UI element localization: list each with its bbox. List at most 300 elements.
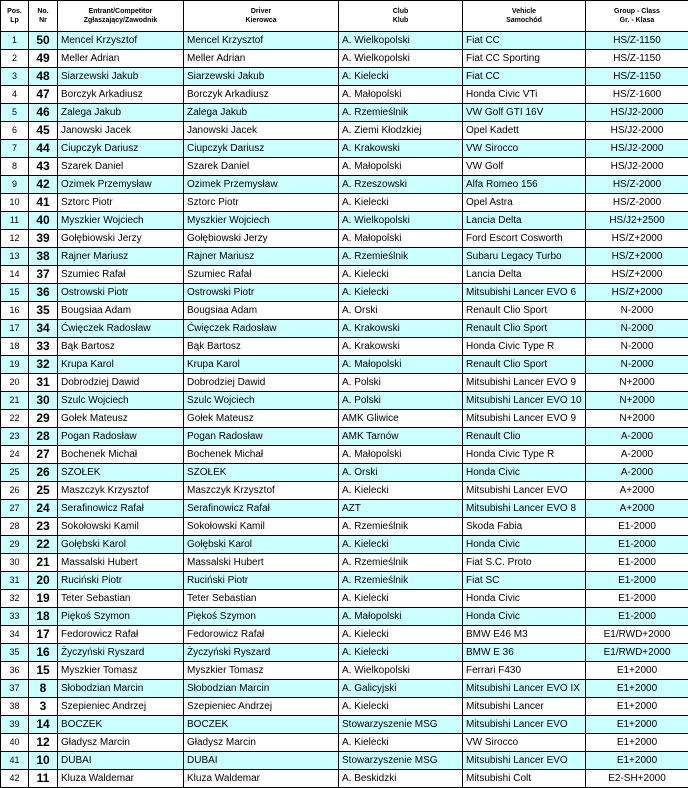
cell-driver: Gołębiowski Jerzy: [184, 230, 339, 248]
cell-position: 8: [1, 158, 29, 176]
cell-position: 36: [1, 662, 29, 680]
cell-driver: Ostrowski Piotr: [184, 284, 339, 302]
cell-club: A. Kielecki: [339, 482, 463, 500]
cell-start-number: 47: [29, 86, 58, 104]
cell-position: 22: [1, 410, 29, 428]
cell-driver: Maszczyk Krzysztof: [184, 482, 339, 500]
cell-vehicle: Fiat S.C. Proto: [463, 554, 586, 572]
table-row: [1, 536, 688, 554]
col-header-entrant: [58, 1, 184, 32]
cell-group-class: HS/J2-2000: [586, 158, 688, 176]
cell-driver: Bougsiaa Adam: [184, 302, 339, 320]
cell-vehicle: Ferrari F430: [463, 662, 586, 680]
cell-group-class: N-2000: [586, 356, 688, 374]
cell-start-number: 31: [29, 374, 58, 392]
cell-entrant: Teter Sebastian: [58, 590, 184, 608]
table-row: [1, 104, 688, 122]
cell-start-number: 12: [29, 734, 58, 752]
cell-club: A. Małopolski: [339, 86, 463, 104]
cell-start-number: 50: [29, 32, 58, 50]
cell-position: 4: [1, 86, 29, 104]
cell-club: A. Rzemieślnik: [339, 572, 463, 590]
cell-vehicle: BMW E46 M3: [463, 626, 586, 644]
cell-start-number: 14: [29, 716, 58, 734]
cell-group-class: E1+2000: [586, 698, 688, 716]
col-header-no-bottom: Nr: [39, 17, 47, 24]
cell-start-number: 19: [29, 590, 58, 608]
cell-entrant: Zalega Jakub: [58, 104, 184, 122]
cell-vehicle: Subaru Legacy Turbo: [463, 248, 586, 266]
cell-driver: Myszkier Wojciech: [184, 212, 339, 230]
cell-start-number: 16: [29, 644, 58, 662]
table-row: [1, 482, 688, 500]
cell-entrant: Szulc Wojciech: [58, 392, 184, 410]
table-row: [1, 86, 688, 104]
cell-group-class: HS/J2+2500: [586, 212, 688, 230]
cell-group-class: HS/J2-2000: [586, 104, 688, 122]
table-row: [1, 374, 688, 392]
cell-position: 28: [1, 518, 29, 536]
cell-driver: Ciupczyk Dariusz: [184, 140, 339, 158]
cell-start-number: 21: [29, 554, 58, 572]
cell-club: A. Wielkopolski: [339, 662, 463, 680]
cell-vehicle: VW Sirocco: [463, 140, 586, 158]
cell-position: 1: [1, 32, 29, 50]
cell-position: 6: [1, 122, 29, 140]
cell-club: A. Kielecki: [339, 284, 463, 302]
table-row: [1, 518, 688, 536]
cell-club: A. Wielkopolski: [339, 32, 463, 50]
cell-entrant: Bąk Bartosz: [58, 338, 184, 356]
cell-driver: Ruciński Piotr: [184, 572, 339, 590]
cell-position: 40: [1, 734, 29, 752]
cell-start-number: 20: [29, 572, 58, 590]
cell-vehicle: Mitsubishi Lancer EVO: [463, 482, 586, 500]
cell-group-class: A-2000: [586, 446, 688, 464]
cell-group-class: E1+2000: [586, 734, 688, 752]
cell-driver: Mencel Krzysztof: [184, 32, 339, 50]
cell-entrant: Ruciński Piotr: [58, 572, 184, 590]
table-row: [1, 284, 688, 302]
cell-position: 13: [1, 248, 29, 266]
cell-group-class: E1-2000: [586, 518, 688, 536]
cell-group-class: E1/RWD+2000: [586, 644, 688, 662]
cell-club: A. Wielkopolski: [339, 212, 463, 230]
cell-driver: Zalega Jakub: [184, 104, 339, 122]
cell-position: 33: [1, 608, 29, 626]
cell-vehicle: VW Golf GTI 16V: [463, 104, 586, 122]
cell-start-number: 24: [29, 500, 58, 518]
table-row: [1, 698, 688, 716]
cell-club: A. Kielecki: [339, 68, 463, 86]
cell-position: 2: [1, 50, 29, 68]
cell-driver: Ozimek Przemysław: [184, 176, 339, 194]
cell-position: 14: [1, 266, 29, 284]
cell-start-number: 27: [29, 446, 58, 464]
cell-driver: BOCZEK: [184, 716, 339, 734]
cell-vehicle: Opel Kadett: [463, 122, 586, 140]
table-row: [1, 410, 688, 428]
cell-start-number: 18: [29, 608, 58, 626]
cell-position: 12: [1, 230, 29, 248]
cell-start-number: 49: [29, 50, 58, 68]
cell-start-number: 17: [29, 626, 58, 644]
cell-club: A. Kielecki: [339, 194, 463, 212]
cell-position: 41: [1, 752, 29, 770]
table-row: [1, 680, 688, 698]
cell-entrant: Słobodzian Marcin: [58, 680, 184, 698]
col-header-driver-bottom: Kierowca: [245, 17, 277, 24]
cell-club: A. Ziemi Kłodzkiej: [339, 122, 463, 140]
cell-start-number: 26: [29, 464, 58, 482]
cell-club: Stowarzyszenie MSG: [339, 752, 463, 770]
cell-driver: Krupa Karol: [184, 356, 339, 374]
table-row: [1, 50, 688, 68]
cell-club: A. Kielecki: [339, 698, 463, 716]
table-row: [1, 320, 688, 338]
table-row: [1, 464, 688, 482]
table-row: [1, 752, 688, 770]
cell-entrant: Myszkier Tomasz: [58, 662, 184, 680]
col-header-club: [339, 1, 463, 32]
cell-start-number: 35: [29, 302, 58, 320]
cell-driver: Myszkier Tomasz: [184, 662, 339, 680]
table-row: [1, 734, 688, 752]
cell-entrant: Bochenek Michał: [58, 446, 184, 464]
cell-driver: Rajner Mariusz: [184, 248, 339, 266]
col-header-no: [29, 1, 58, 32]
cell-club: A. Beskidzki: [339, 770, 463, 788]
cell-club: A. Rzemieślnik: [339, 554, 463, 572]
cell-entrant: Ćwięczek Radosław: [58, 320, 184, 338]
cell-start-number: 48: [29, 68, 58, 86]
cell-entrant: Siarzewski Jakub: [58, 68, 184, 86]
cell-position: 25: [1, 464, 29, 482]
cell-driver: Serafinowicz Rafał: [184, 500, 339, 518]
cell-club: A. Małopolski: [339, 356, 463, 374]
cell-driver: Massalski Hubert: [184, 554, 339, 572]
cell-position: 19: [1, 356, 29, 374]
cell-club: A. Polski: [339, 374, 463, 392]
cell-vehicle: Mitsubishi Lancer: [463, 698, 586, 716]
cell-start-number: 22: [29, 536, 58, 554]
cell-group-class: N-2000: [586, 338, 688, 356]
cell-entrant: Ostrowski Piotr: [58, 284, 184, 302]
cell-position: 21: [1, 392, 29, 410]
table-row: [1, 338, 688, 356]
col-header-vehicle-top: Vehicle: [511, 8, 537, 15]
cell-entrant: Mencel Krzysztof: [58, 32, 184, 50]
cell-vehicle: Renault Clio Sport: [463, 356, 586, 374]
cell-entrant: Gołębski Karol: [58, 536, 184, 554]
cell-driver: Bąk Bartosz: [184, 338, 339, 356]
cell-driver: Piękoś Szymon: [184, 608, 339, 626]
cell-driver: SZOŁEK: [184, 464, 339, 482]
table-row: [1, 500, 688, 518]
col-header-pos-bottom: Lp: [10, 17, 19, 24]
col-header-group-top: Group - Class: [614, 8, 660, 15]
cell-position: 15: [1, 284, 29, 302]
cell-driver: Szulc Wojciech: [184, 392, 339, 410]
cell-club: A. Krakowski: [339, 140, 463, 158]
cell-group-class: A-2000: [586, 428, 688, 446]
cell-club: A. Małopolski: [339, 230, 463, 248]
table-row: [1, 716, 688, 734]
cell-position: 20: [1, 374, 29, 392]
cell-group-class: HS/Z+2000: [586, 266, 688, 284]
cell-start-number: 41: [29, 194, 58, 212]
cell-vehicle: Lancia Delta: [463, 266, 586, 284]
cell-entrant: Borczyk Arkadiusz: [58, 86, 184, 104]
cell-entrant: Piękoś Szymon: [58, 608, 184, 626]
cell-vehicle: Honda Civic: [463, 536, 586, 554]
col-header-entrant-bottom: Zgłaszający/Zawodnik: [83, 17, 158, 24]
cell-entrant: Fedorowicz Rafał: [58, 626, 184, 644]
cell-position: 18: [1, 338, 29, 356]
cell-group-class: A+2000: [586, 482, 688, 500]
cell-position: 32: [1, 590, 29, 608]
cell-position: 26: [1, 482, 29, 500]
cell-entrant: Rajner Mariusz: [58, 248, 184, 266]
table-row: [1, 248, 688, 266]
col-header-driver: [184, 1, 339, 32]
cell-vehicle: Renault Clio Sport: [463, 320, 586, 338]
cell-group-class: E1-2000: [586, 608, 688, 626]
entry-rows: [1, 32, 688, 788]
cell-club: A. Kielecki: [339, 266, 463, 284]
cell-group-class: HS/Z-1150: [586, 32, 688, 50]
cell-driver: Teter Sebastian: [184, 590, 339, 608]
cell-start-number: 37: [29, 266, 58, 284]
cell-vehicle: Mitsubishi Lancer EVO 6: [463, 284, 586, 302]
cell-vehicle: Mitsubishi Colt: [463, 770, 586, 788]
col-header-no-top: No.: [37, 8, 49, 15]
cell-group-class: HS/Z+2000: [586, 248, 688, 266]
cell-entrant: Krupa Karol: [58, 356, 184, 374]
table-row: [1, 446, 688, 464]
cell-club: A. Kielecki: [339, 626, 463, 644]
table-row: [1, 572, 688, 590]
cell-club: AZT: [339, 500, 463, 518]
cell-group-class: A+2000: [586, 500, 688, 518]
cell-group-class: N-2000: [586, 302, 688, 320]
cell-start-number: 34: [29, 320, 58, 338]
table-row: [1, 662, 688, 680]
cell-group-class: HS/Z-2000: [586, 176, 688, 194]
cell-group-class: E1-2000: [586, 554, 688, 572]
cell-club: AMK Tarnów: [339, 428, 463, 446]
col-header-pos: [1, 1, 29, 32]
cell-position: 11: [1, 212, 29, 230]
cell-position: 35: [1, 644, 29, 662]
cell-vehicle: Fiat CC: [463, 32, 586, 50]
table-row: [1, 194, 688, 212]
cell-driver: Gładysz Marcin: [184, 734, 339, 752]
cell-driver: Janowski Jacek: [184, 122, 339, 140]
cell-club: A. Rzeszowski: [339, 176, 463, 194]
table-row: [1, 554, 688, 572]
cell-driver: Ćwięczek Radosław: [184, 320, 339, 338]
cell-vehicle: Honda Civic: [463, 590, 586, 608]
cell-club: A. Orski: [339, 464, 463, 482]
cell-start-number: 39: [29, 230, 58, 248]
cell-group-class: HS/J2-2000: [586, 140, 688, 158]
cell-group-class: E1-2000: [586, 572, 688, 590]
cell-driver: Sokołowski Kamil: [184, 518, 339, 536]
cell-position: 7: [1, 140, 29, 158]
cell-club: A. Krakowski: [339, 320, 463, 338]
cell-group-class: E1+2000: [586, 752, 688, 770]
table-row: [1, 644, 688, 662]
cell-driver: Pogan Radosław: [184, 428, 339, 446]
cell-club: A. Galicyjski: [339, 680, 463, 698]
cell-start-number: 11: [29, 770, 58, 788]
cell-entrant: Massalski Hubert: [58, 554, 184, 572]
cell-group-class: E1+2000: [586, 716, 688, 734]
cell-start-number: 33: [29, 338, 58, 356]
cell-vehicle: Skoda Fabia: [463, 518, 586, 536]
cell-start-number: 29: [29, 410, 58, 428]
col-header-pos-top: Pos.: [7, 8, 22, 15]
table-row: [1, 140, 688, 158]
cell-position: 29: [1, 536, 29, 554]
cell-entrant: Sztorc Piotr: [58, 194, 184, 212]
cell-position: 31: [1, 572, 29, 590]
cell-start-number: 43: [29, 158, 58, 176]
cell-driver: Bochenek Michał: [184, 446, 339, 464]
cell-position: 5: [1, 104, 29, 122]
cell-start-number: 40: [29, 212, 58, 230]
cell-club: A. Orski: [339, 302, 463, 320]
cell-position: 34: [1, 626, 29, 644]
cell-driver: Szepieniec Andrzej: [184, 698, 339, 716]
cell-start-number: 3: [29, 698, 58, 716]
cell-entrant: Sokołowski Kamil: [58, 518, 184, 536]
table-row: [1, 230, 688, 248]
cell-position: 3: [1, 68, 29, 86]
cell-position: 39: [1, 716, 29, 734]
cell-group-class: HS/Z-1150: [586, 50, 688, 68]
cell-start-number: 30: [29, 392, 58, 410]
cell-group-class: HS/Z-2000: [586, 194, 688, 212]
cell-position: 27: [1, 500, 29, 518]
cell-position: 9: [1, 176, 29, 194]
cell-group-class: E1-2000: [586, 536, 688, 554]
cell-group-class: E1+2000: [586, 662, 688, 680]
cell-entrant: Kluza Waldemar: [58, 770, 184, 788]
cell-group-class: HS/J2-2000: [586, 122, 688, 140]
cell-start-number: 36: [29, 284, 58, 302]
cell-start-number: 28: [29, 428, 58, 446]
cell-vehicle: Mitsubishi Lancer EVO 8: [463, 500, 586, 518]
cell-driver: Siarzewski Jakub: [184, 68, 339, 86]
col-header-group: [586, 1, 688, 32]
cell-club: A. Małopolski: [339, 608, 463, 626]
cell-vehicle: Honda Civic VTi: [463, 86, 586, 104]
cell-vehicle: Honda Civic: [463, 608, 586, 626]
cell-entrant: Szumiec Rafał: [58, 266, 184, 284]
cell-vehicle: VW Golf: [463, 158, 586, 176]
cell-vehicle: Fiat CC Sporting: [463, 50, 586, 68]
cell-vehicle: Fiat SC: [463, 572, 586, 590]
cell-start-number: 23: [29, 518, 58, 536]
cell-start-number: 38: [29, 248, 58, 266]
cell-vehicle: VW Sirocco: [463, 734, 586, 752]
cell-start-number: 32: [29, 356, 58, 374]
cell-group-class: E2-SH+2000: [586, 770, 688, 788]
table-row: [1, 266, 688, 284]
cell-vehicle: Renault Clio: [463, 428, 586, 446]
cell-entrant: Serafinowicz Rafał: [58, 500, 184, 518]
cell-driver: Dobrodziej Dawid: [184, 374, 339, 392]
cell-entrant: SZOŁEK: [58, 464, 184, 482]
cell-driver: Życzyński Ryszard: [184, 644, 339, 662]
cell-start-number: 15: [29, 662, 58, 680]
col-header-club-bottom: Klub: [392, 17, 409, 24]
cell-vehicle: Alfa Romeo 156: [463, 176, 586, 194]
cell-entrant: Szepieniec Andrzej: [58, 698, 184, 716]
cell-club: AMK Gliwice: [339, 410, 463, 428]
cell-position: 23: [1, 428, 29, 446]
cell-group-class: A-2000: [586, 464, 688, 482]
cell-vehicle: Ford Escort Cosworth: [463, 230, 586, 248]
cell-group-class: E1+2000: [586, 680, 688, 698]
cell-position: 42: [1, 770, 29, 788]
cell-position: 38: [1, 698, 29, 716]
cell-group-class: HS/Z-1600: [586, 86, 688, 104]
cell-position: 16: [1, 302, 29, 320]
cell-entrant: Gładysz Marcin: [58, 734, 184, 752]
col-header-vehicle: [463, 1, 586, 32]
cell-club: A. Wielkopolski: [339, 50, 463, 68]
col-header-club-top: Club: [392, 8, 409, 15]
table-row: [1, 428, 688, 446]
cell-group-class: HS/Z+2000: [586, 230, 688, 248]
col-header-vehicle-bottom: Samochód: [506, 17, 542, 24]
cell-entrant: Życzyński Ryszard: [58, 644, 184, 662]
cell-driver: DUBAI: [184, 752, 339, 770]
cell-entrant: Pogan Radosław: [58, 428, 184, 446]
cell-entrant: Bougsiaa Adam: [58, 302, 184, 320]
cell-club: A. Rzemieślnik: [339, 518, 463, 536]
col-header-driver-top: Driver: [250, 8, 272, 15]
cell-vehicle: Opel Astra: [463, 194, 586, 212]
cell-vehicle: Honda Civic: [463, 464, 586, 482]
cell-driver: Borczyk Arkadiusz: [184, 86, 339, 104]
cell-driver: Kluza Waldemar: [184, 770, 339, 788]
cell-group-class: E1/RWD+2000: [586, 626, 688, 644]
cell-club: A. Rzemieślnik: [339, 104, 463, 122]
table-row: [1, 176, 688, 194]
cell-group-class: N+2000: [586, 392, 688, 410]
cell-driver: Słobodzian Marcin: [184, 680, 339, 698]
cell-vehicle: Mitsubishi Lancer EVO: [463, 752, 586, 770]
cell-driver: Fedorowicz Rafał: [184, 626, 339, 644]
cell-position: 17: [1, 320, 29, 338]
col-header-group-bottom: Gr. - Klasa: [619, 17, 655, 24]
table-row: [1, 32, 688, 50]
cell-group-class: HS/Z+2000: [586, 284, 688, 302]
cell-club: A. Małopolski: [339, 446, 463, 464]
cell-entrant: Gołębiowski Jerzy: [58, 230, 184, 248]
table-row: [1, 392, 688, 410]
cell-driver: Szarek Daniel: [184, 158, 339, 176]
cell-start-number: 46: [29, 104, 58, 122]
cell-group-class: N+2000: [586, 374, 688, 392]
cell-position: 30: [1, 554, 29, 572]
table-row: [1, 68, 688, 86]
table-row: [1, 590, 688, 608]
